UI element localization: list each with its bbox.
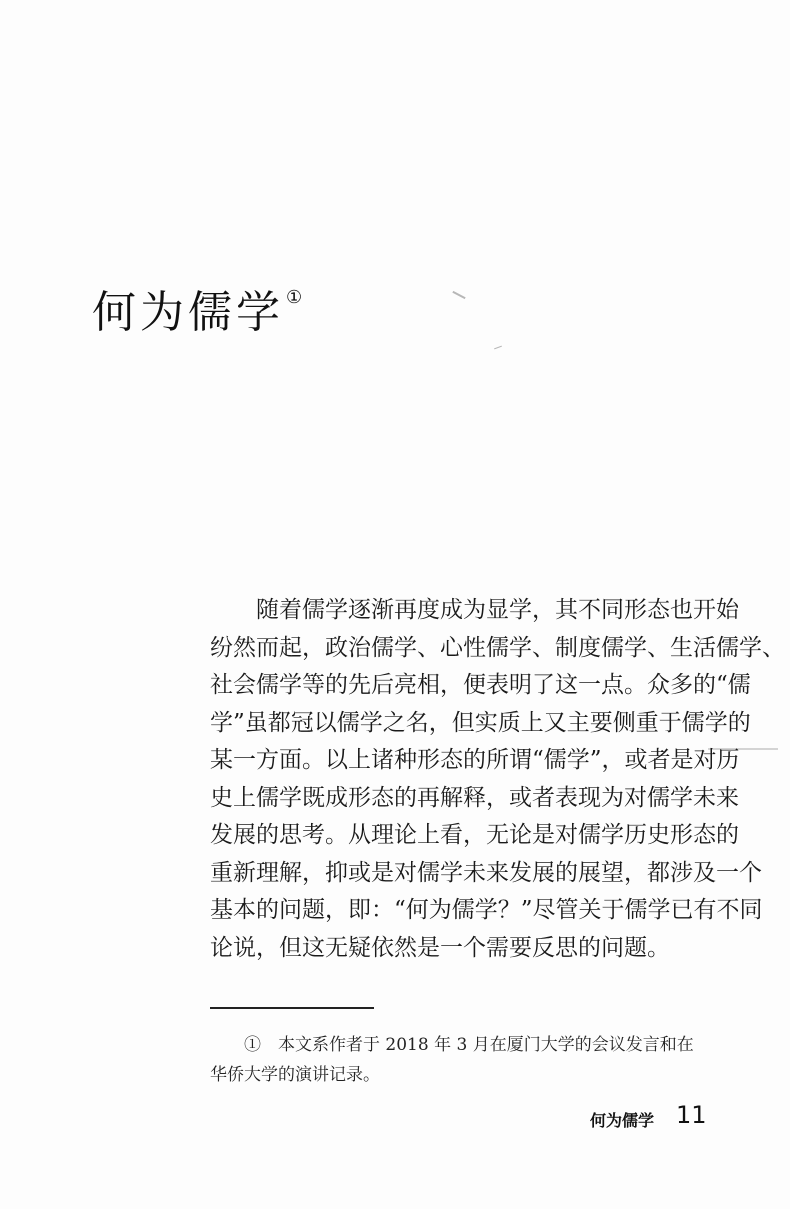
- scan-speck: [452, 291, 465, 299]
- body-line: 学”虽都冠以儒学之名，但实质上又主要侧重于儒学的: [210, 709, 751, 736]
- body-line: 某一方面。以上诸种形态的所谓“儒学”，或者是对历: [210, 747, 740, 773]
- page-number: 11: [676, 1101, 707, 1129]
- body-line: 论说，但这无疑依然是一个需要反思的问题。: [210, 934, 670, 961]
- body-line: 重新理解，抑或是对儒学未来发展的展望，都涉及一个: [210, 859, 762, 886]
- running-head: 何为儒学: [590, 1111, 655, 1130]
- body-line: 社会儒学等的先后亮相，便表明了这一点。众多的“儒: [210, 672, 751, 698]
- footnote-line: ① 本文系作者于 2018 年 3 月在厦门大学的会议发言和在: [244, 1035, 694, 1055]
- body-line: 史上儒学既成形态的再解释，或者表现为对儒学未来: [210, 784, 739, 811]
- footnote-line: 华侨大学的演讲记录。: [210, 1065, 380, 1085]
- chapter-title: [92, 276, 306, 340]
- scan-speck: [494, 346, 502, 350]
- body-line: 发展的思考。从理论上看，无论是对儒学历史形态的: [210, 822, 739, 848]
- footnote-divider: [210, 1007, 374, 1009]
- footnote-marker: ①: [286, 287, 307, 309]
- body-line: 纷然而起，政治儒学、心性儒学、制度儒学、生活儒学、: [210, 634, 785, 661]
- chapter-title-text: 何为儒学: [92, 287, 284, 338]
- body-line: 随着儒学逐渐再度成为显学，其不同形态也开始: [256, 597, 739, 623]
- footnote: [210, 1030, 710, 1090]
- body-paragraph: [210, 592, 785, 967]
- body-line: 基本的问题，即：“何为儒学？”尽管关于儒学已有不同: [210, 897, 763, 923]
